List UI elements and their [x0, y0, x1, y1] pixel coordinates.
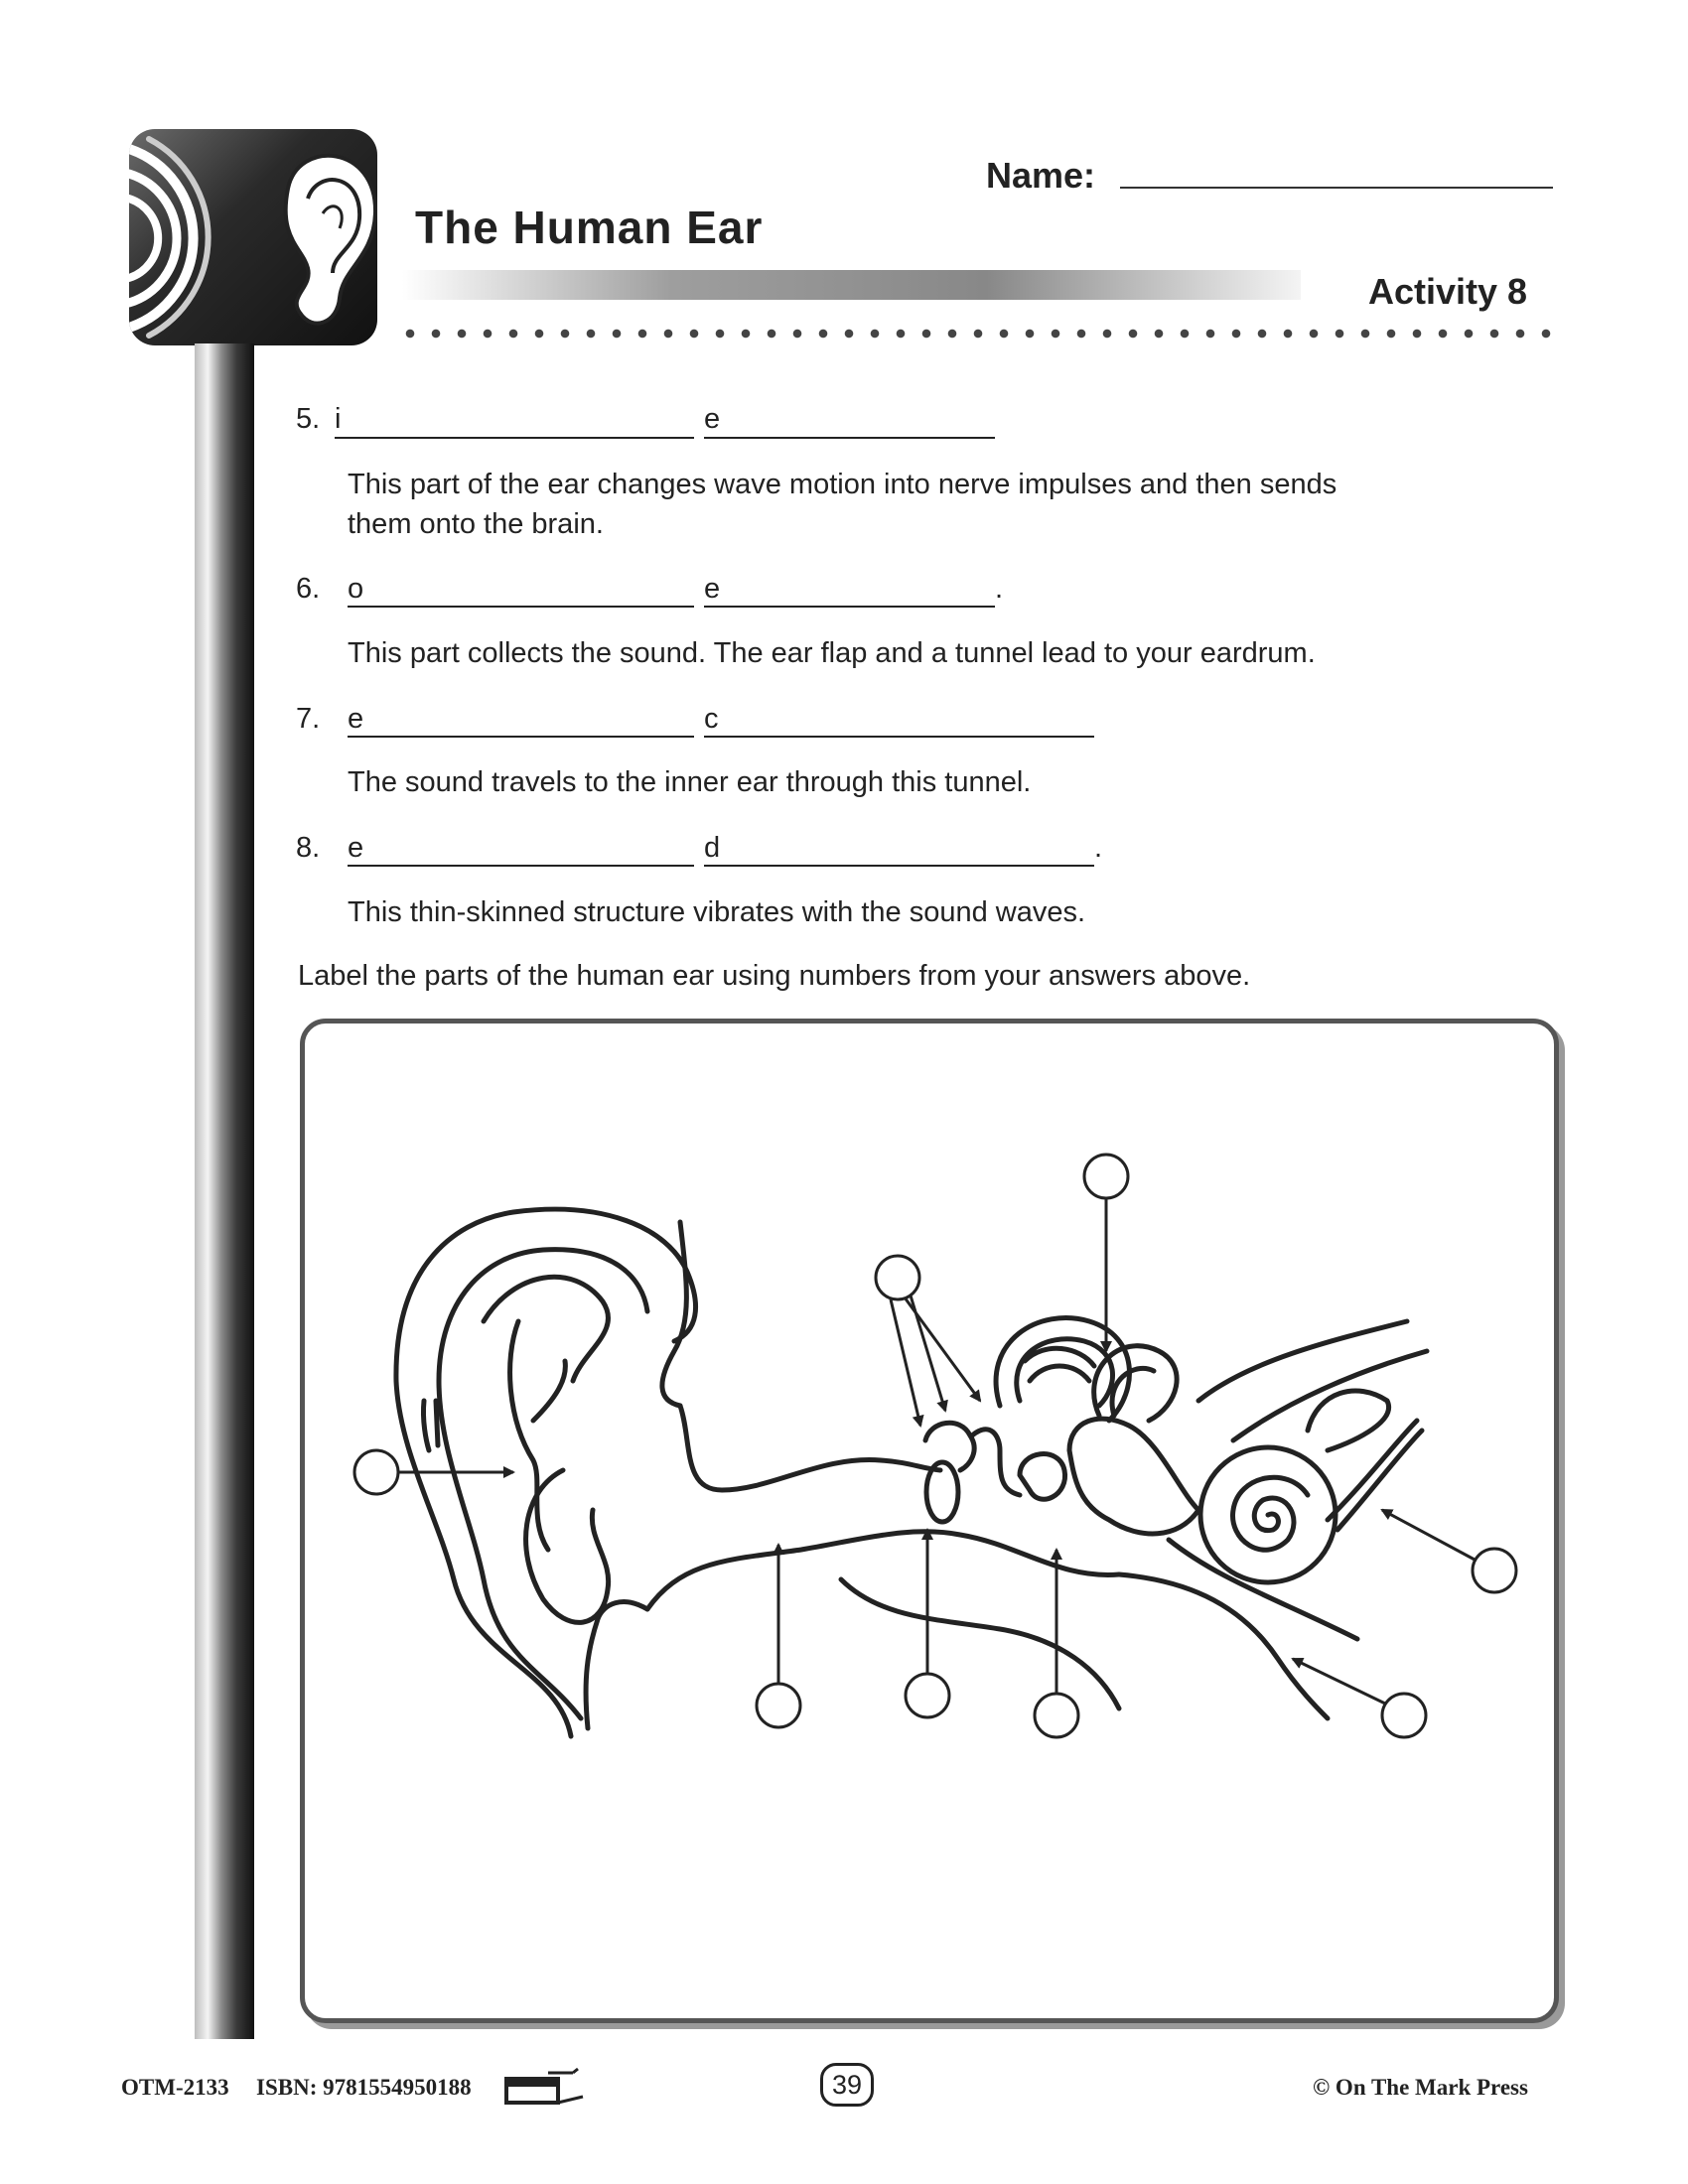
- tissue-lower: [1169, 1540, 1357, 1639]
- ear-logo: [129, 129, 377, 345]
- question-number: 8.: [296, 832, 321, 864]
- answer-blank-first-word[interactable]: [348, 736, 694, 738]
- question-number: 7.: [296, 703, 321, 735]
- question-description: This part of the ear changes wave motion into nerve impulses and then sends: [348, 469, 1337, 500]
- dotted-divider: [397, 328, 1559, 340]
- semicircular-canal-3: [1094, 1346, 1177, 1421]
- answer-second-letter: c: [704, 703, 719, 735]
- answer-second-letter: d: [704, 832, 721, 864]
- tissue-lower: [1119, 1574, 1328, 1718]
- tissue-lower: [841, 1579, 1119, 1708]
- answer-blank-second-word[interactable]: [704, 865, 1094, 867]
- label-circle: [906, 1674, 949, 1717]
- answer-blank-second-word[interactable]: [704, 437, 995, 439]
- answer-first-letter: e: [348, 703, 364, 735]
- label-arrow: [905, 1297, 980, 1401]
- footer-product-code: OTM-2133: [121, 2075, 229, 2100]
- auditory-nerve-bulb: [1308, 1391, 1389, 1450]
- label-circle: [757, 1684, 800, 1727]
- question-number: 6.: [296, 573, 321, 605]
- stirrup-bone: [1020, 1454, 1065, 1500]
- tragus: [533, 1361, 565, 1421]
- ridge-mark: [423, 1401, 438, 1450]
- answer-second-letter: e: [704, 573, 721, 605]
- page-title: The Human Ear: [415, 202, 764, 253]
- answer-second-letter: e: [704, 403, 721, 435]
- page-number: 39: [820, 2063, 874, 2107]
- auditory-nerve: [1198, 1321, 1407, 1401]
- diagram-frame: [300, 1019, 1559, 2023]
- answer-blank-first-word[interactable]: [348, 865, 694, 867]
- answer-blank-second-word[interactable]: [704, 736, 1094, 738]
- question-number: 5.: [296, 403, 321, 435]
- answer-blank-first-word[interactable]: [348, 606, 694, 608]
- antihelix-fold: [484, 1277, 609, 1381]
- ear-canal-upper: [680, 1406, 940, 1490]
- auditory-nerve-fibers: [1328, 1421, 1422, 1530]
- label-circle: [354, 1450, 398, 1494]
- human-ear-diagram: [305, 1024, 1554, 2018]
- answer-first-letter: e: [348, 832, 364, 864]
- label-circle: [1084, 1155, 1128, 1198]
- footer-isbn: ISBN: 9781554950188: [256, 2075, 472, 2100]
- answer-blank-first-word[interactable]: [335, 437, 694, 439]
- canal-arcs: [1025, 1348, 1094, 1381]
- label-arrow: [1382, 1510, 1475, 1560]
- label-circle: [1473, 1549, 1516, 1592]
- answer-end-punctuation: .: [995, 573, 1004, 605]
- ear-canal-lower: [647, 1532, 1119, 1609]
- question-description: This part collects the sound. The ear flap and a tunnel lead to your eardrum.: [348, 637, 1316, 669]
- concha: [526, 1470, 609, 1622]
- question-description: them onto the brain.: [348, 508, 604, 540]
- answer-end-punctuation: .: [1094, 832, 1103, 864]
- computer-icon: [503, 2067, 603, 2111]
- title-gradient-bar: [402, 270, 1301, 300]
- activity-label: Activity 8: [1368, 271, 1528, 312]
- instruction-text: Label the parts of the human ear using numbers from your answers above.: [298, 960, 1251, 992]
- footer-publisher: © On The Mark Press: [1313, 2075, 1528, 2100]
- question-description: The sound travels to the inner ear through this tunnel.: [348, 766, 1032, 798]
- decorative-pole: [195, 343, 254, 2039]
- question-description: This thin-skinned structure vibrates with the sound waves.: [348, 896, 1086, 928]
- vestibule: [1069, 1419, 1198, 1534]
- name-label: Name:: [986, 155, 1096, 196]
- answer-blank-second-word[interactable]: [704, 606, 995, 608]
- cochlea-spiral: [1233, 1477, 1308, 1550]
- answer-first-letter: i: [335, 403, 342, 435]
- sound-wave-ear-icon: [129, 129, 377, 345]
- label-circle: [1035, 1694, 1078, 1737]
- label-circle: [1382, 1694, 1426, 1737]
- head-outline-lower: [586, 1602, 647, 1728]
- label-circle: [876, 1256, 919, 1299]
- answer-first-letter: o: [348, 573, 364, 605]
- name-field[interactable]: [1120, 187, 1553, 189]
- anvil-bone: [972, 1430, 1020, 1495]
